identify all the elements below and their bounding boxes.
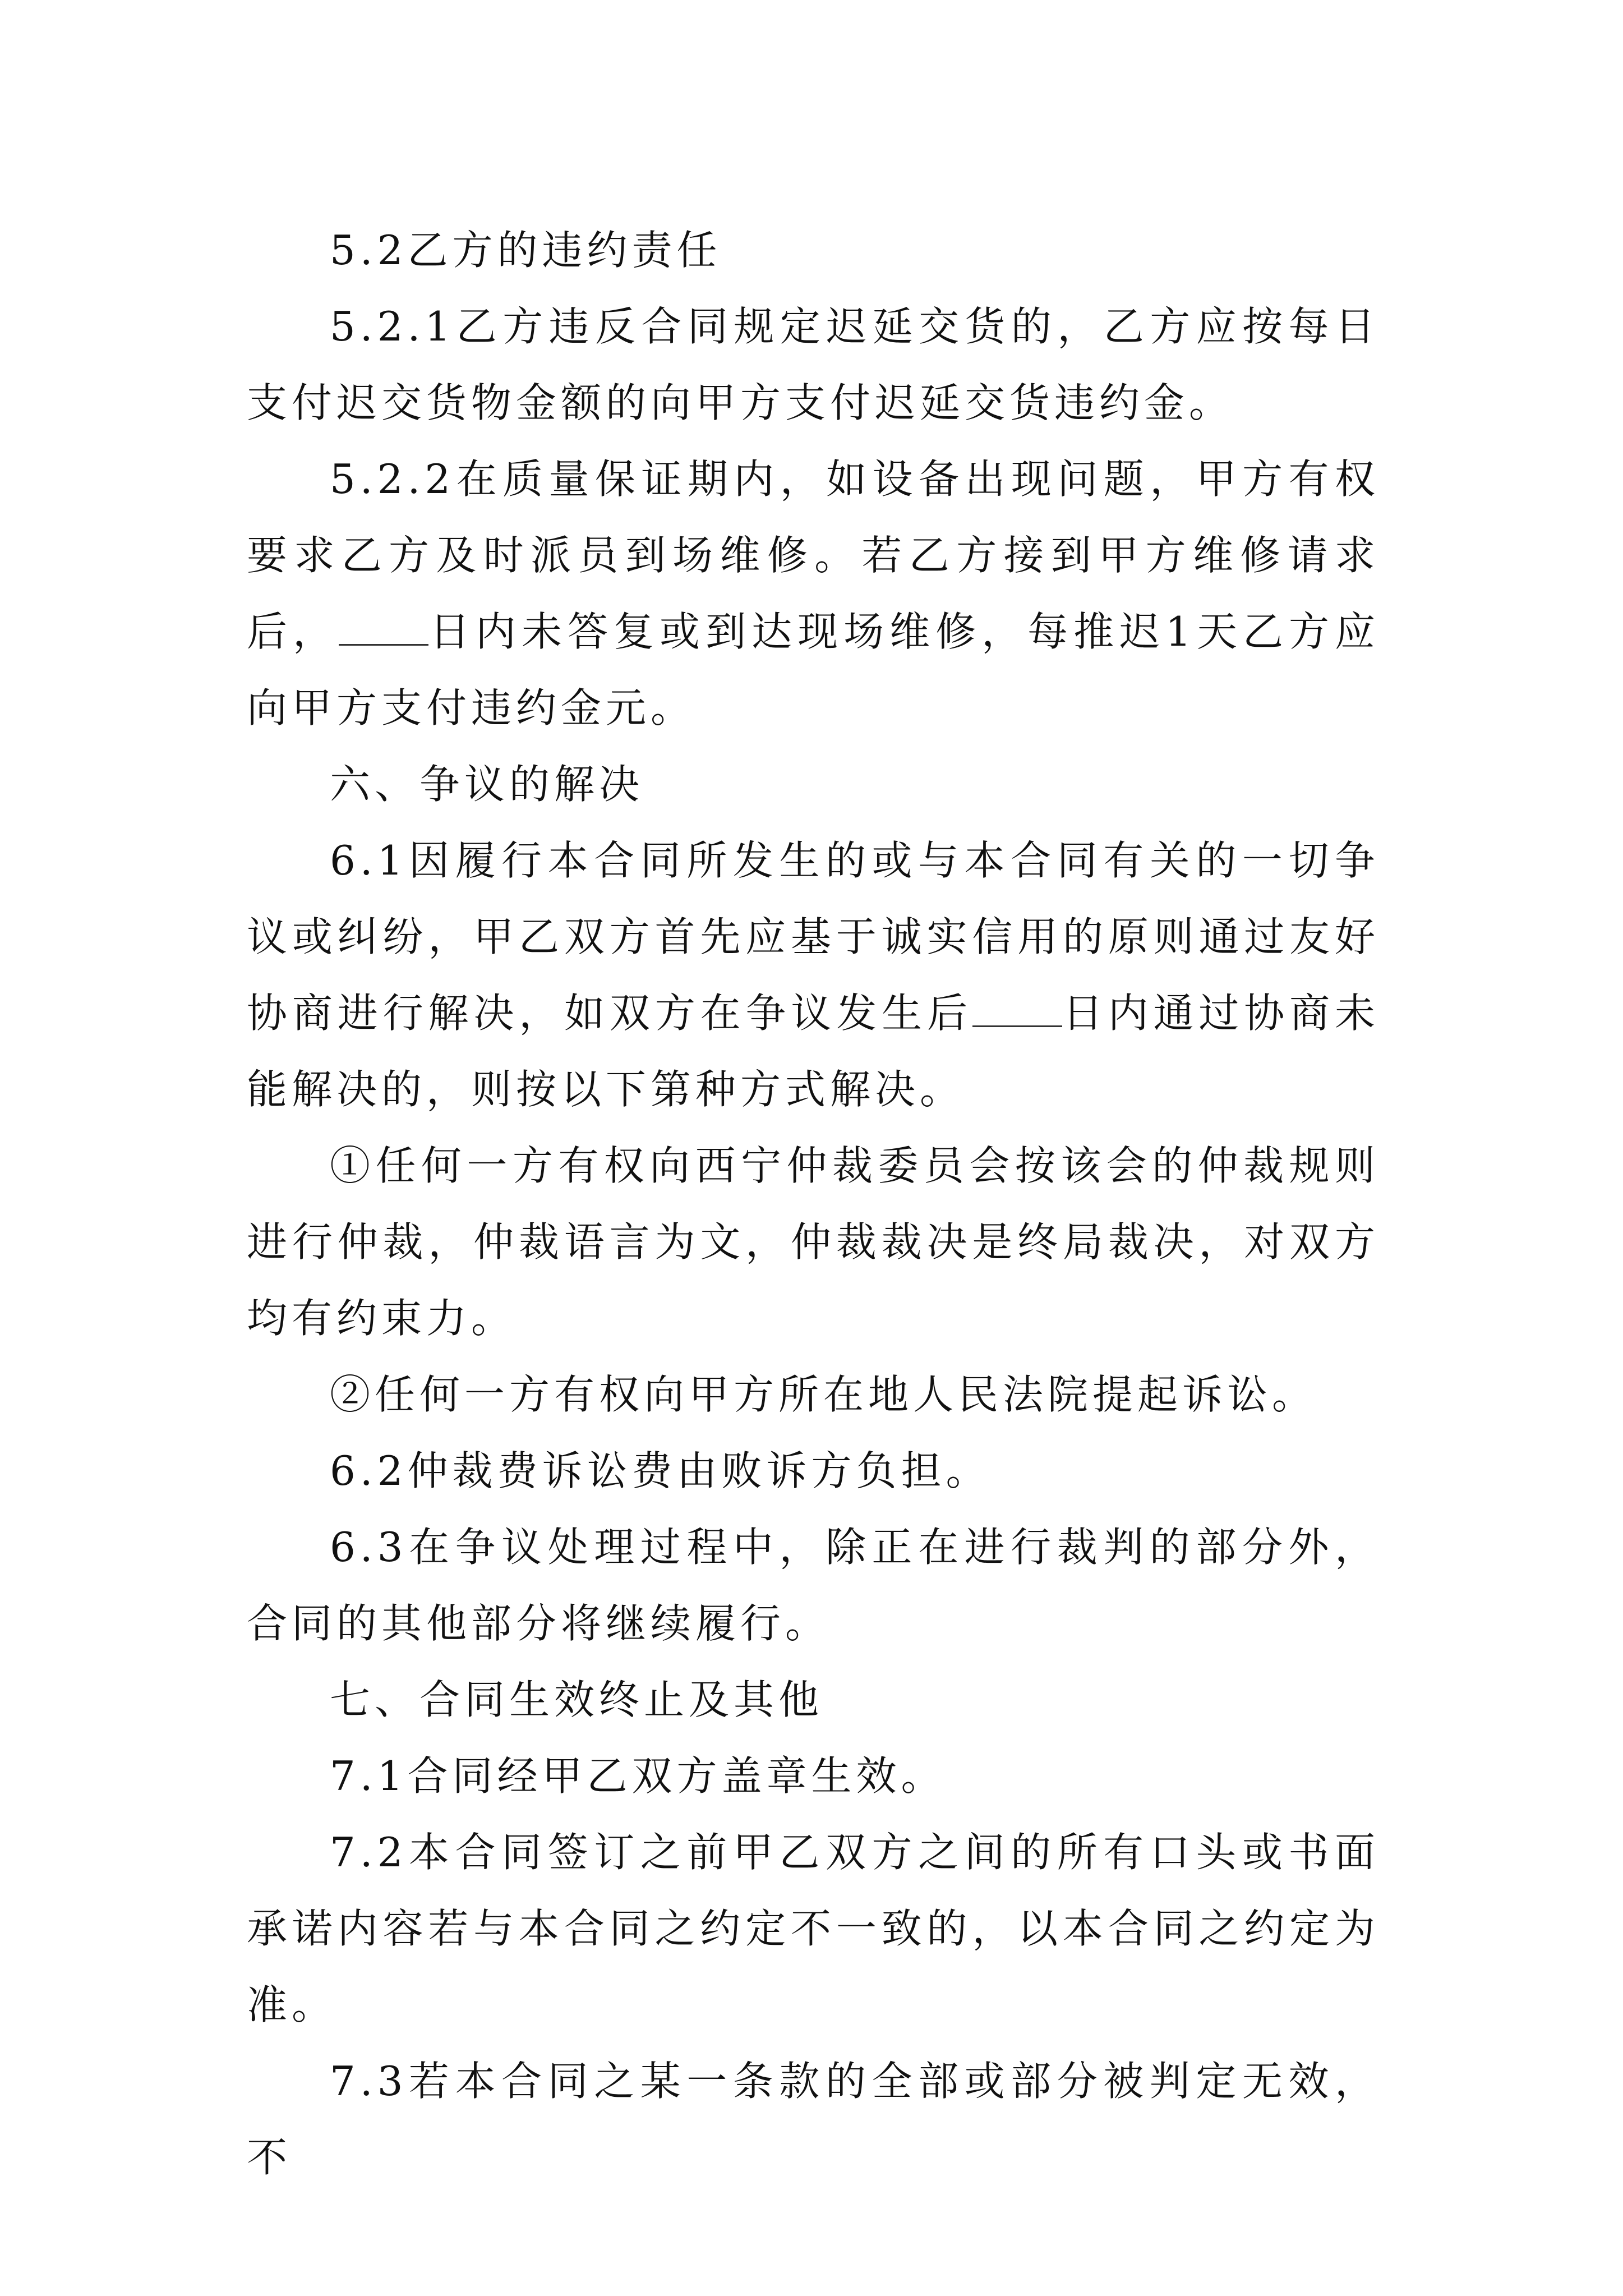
blank-line xyxy=(339,607,428,646)
section-heading-7: 七、合同生效终止及其他 xyxy=(330,1676,824,1723)
paragraph-7-3: 7.3若本合同之某一条款的全部或部分被判定无效，不 xyxy=(247,2058,1380,2181)
paragraph-5-2-2-text-b: 日内未答复或到达现场维修，每推迟1天乙方应向甲方支付违约金元。 xyxy=(247,608,1380,731)
paragraph-option-1: ①任何一方有权向西宁仲裁委员会按该会的仲裁规则进行仲裁，仲裁语言为文，仲裁裁决是终局裁决，对双方均有约束力。 xyxy=(247,1142,1380,1342)
paragraph-option-2: ②任何一方有权向甲方所在地人民法院提起诉讼。 xyxy=(330,1371,1317,1418)
paragraph-6-1-text-a: 6.1因履行本合同所发生的或与本合同有关的一切争议或纠纷，甲乙双方首先应基于诚实信用的原则通过友好协商进行解决，如双方在争议发生后 xyxy=(247,837,1380,1037)
paragraph-5-2-1: 5.2.1乙方违反合同规定迟延交货的，乙方应按每日支付迟交货物金额的向甲方支付迟延交货违约金。 xyxy=(247,303,1380,426)
paragraph-7-2: 7.2本合同签订之前甲乙双方之间的所有口头或书面承诺内容若与本合同之约定不一致的，以本合同之约定为准。 xyxy=(247,1829,1380,2028)
document-body xyxy=(247,212,1380,2196)
paragraph-7-1: 7.1合同经甲乙双方盖章生效。 xyxy=(330,1752,946,1800)
paragraph-6-1 xyxy=(247,822,1380,1128)
paragraph-5-2-2-text-a: 5.2.2在质量保证期内，如设备出现问题，甲方有权要求乙方及时派员到场维修。若乙方接到甲方维修请求后， xyxy=(247,455,1380,655)
section-heading-6: 六、争议的解决 xyxy=(330,761,644,808)
blank-line xyxy=(972,988,1062,1027)
paragraph-6-3: 6.3在争议处理过程中，除正在进行裁判的部分外，合同的其他部分将继续履行。 xyxy=(247,1524,1380,1647)
paragraph-6-1-text-b: 日内通过协商未能解决的，则按以下第种方式解决。 xyxy=(247,990,1380,1113)
paragraph-5-2-2 xyxy=(247,441,1380,746)
paragraph-5-2: 5.2乙方的违约责任 xyxy=(330,227,722,274)
paragraph-6-2: 6.2仲裁费诉讼费由败诉方负担。 xyxy=(330,1447,991,1494)
